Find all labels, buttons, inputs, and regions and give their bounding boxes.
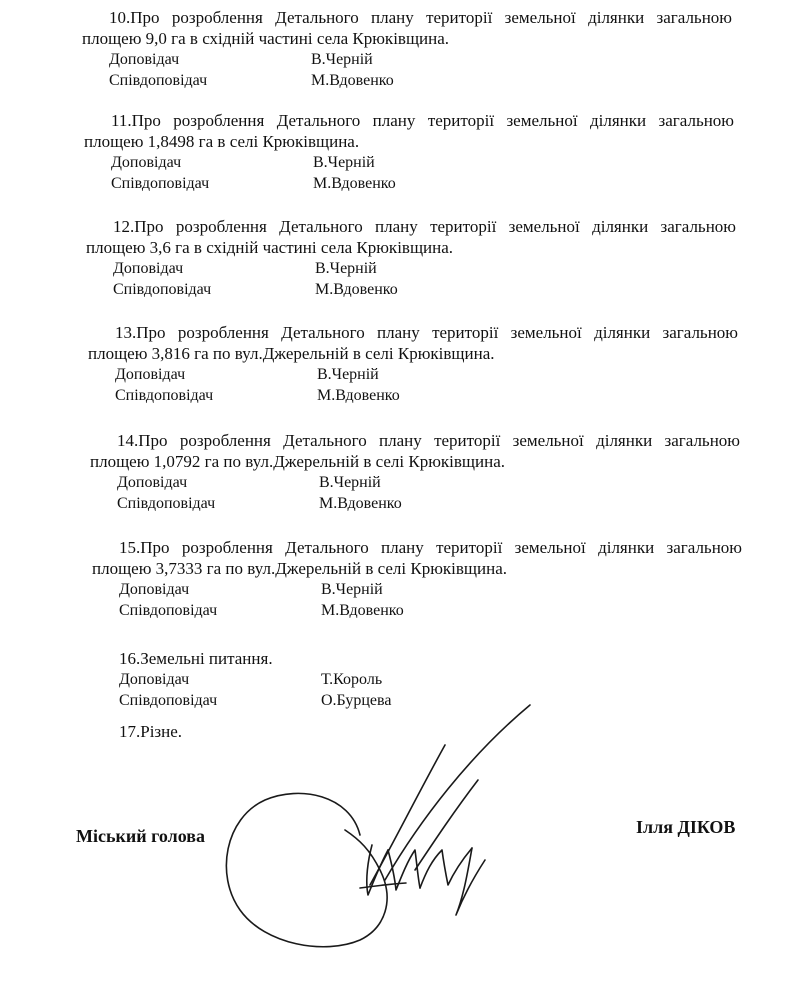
reporter-name: В.Черній: [315, 260, 377, 277]
agenda-item-17: [92, 721, 182, 742]
reporter-row: [82, 49, 732, 70]
agenda-item-title: 11.Про розроблення Детального плану території земельної ділянки загальною площею 1,8498 га в селі Крюківщина.: [84, 111, 734, 151]
coreporter-row: [86, 279, 736, 300]
coreporter-label: Співдоповідач: [109, 72, 208, 89]
reporter-row: [90, 472, 740, 493]
agenda-item-14: [90, 430, 740, 514]
agenda-item-15: [92, 537, 742, 621]
coreporter-label: Співдоповідач: [115, 387, 214, 404]
agenda-item-title: 17.Різне.: [119, 722, 183, 741]
agenda-item-title: 15.Про розроблення Детального плану території земельної ділянки загальною площею 3,7333 га по вул.Джерельній в селі Крюківщина.: [92, 538, 742, 578]
reporter-name: В.Черній: [313, 154, 375, 171]
agenda-item-10: [82, 7, 732, 91]
agenda-item-11: [84, 110, 734, 194]
coreporter-label: Співдоповідач: [117, 495, 216, 512]
signatory-position: Міський голова: [76, 826, 205, 846]
coreporter-row: [84, 173, 734, 194]
agenda-item-title: 14.Про розроблення Детального плану території земельної ділянки загальною площею 1,0792 га по вул.Джерельній в селі Крюківщина.: [90, 431, 740, 471]
coreporter-row: [92, 600, 742, 621]
reporter-label: Доповідач: [115, 366, 186, 383]
reporter-name: В.Черній: [321, 581, 383, 598]
reporter-row: [88, 364, 738, 385]
reporter-name: В.Черній: [311, 51, 373, 68]
reporter-label: Доповідач: [117, 474, 188, 491]
coreporter-row: [82, 70, 732, 91]
agenda-item-title: 16.Земельні питання.: [119, 649, 273, 668]
reporter-row: [84, 152, 734, 173]
coreporter-name: М.Вдовенко: [317, 387, 400, 404]
agenda-item-13: [88, 322, 738, 406]
coreporter-label: Співдоповідач: [119, 602, 218, 619]
reporter-name: Т.Король: [321, 671, 383, 688]
handwritten-signature-icon: [210, 700, 550, 960]
coreporter-row: [90, 493, 740, 514]
coreporter-label: Співдоповідач: [119, 692, 218, 709]
signatory-name: Ілля ДІКОВ: [636, 817, 736, 837]
coreporter-label: Співдоповідач: [111, 175, 210, 192]
reporter-row: [92, 579, 742, 600]
reporter-name: В.Черній: [317, 366, 379, 383]
coreporter-name: М.Вдовенко: [311, 72, 394, 89]
coreporter-name: М.Вдовенко: [313, 175, 396, 192]
reporter-label: Доповідач: [111, 154, 182, 171]
reporter-label: Доповідач: [119, 671, 190, 688]
coreporter-name: О.Бурцева: [321, 692, 392, 709]
coreporter-name: М.Вдовенко: [319, 495, 402, 512]
reporter-label: Доповідач: [119, 581, 190, 598]
reporter-label: Доповідач: [109, 51, 180, 68]
coreporter-label: Співдоповідач: [113, 281, 212, 298]
agenda-item-title: 13.Про розроблення Детального плану території земельної ділянки загальною площею 3,816 га по вул.Джерельній в селі Крюківщина.: [88, 323, 738, 363]
reporter-name: В.Черній: [319, 474, 381, 491]
agenda-item-12: [86, 216, 736, 300]
coreporter-name: М.Вдовенко: [321, 602, 404, 619]
reporter-row: [86, 258, 736, 279]
coreporter-row: [88, 385, 738, 406]
agenda-item-title: 12.Про розроблення Детального плану території земельної ділянки загальною площею 3,6 га в східній частині села Крюківщина.: [86, 217, 736, 257]
agenda-item-title: 10.Про розроблення Детального плану території земельної ділянки загальною площею 9,0 га в східній частині села Крюківщина.: [82, 8, 732, 48]
reporter-label: Доповідач: [113, 260, 184, 277]
coreporter-name: М.Вдовенко: [315, 281, 398, 298]
reporter-row: [92, 669, 383, 690]
